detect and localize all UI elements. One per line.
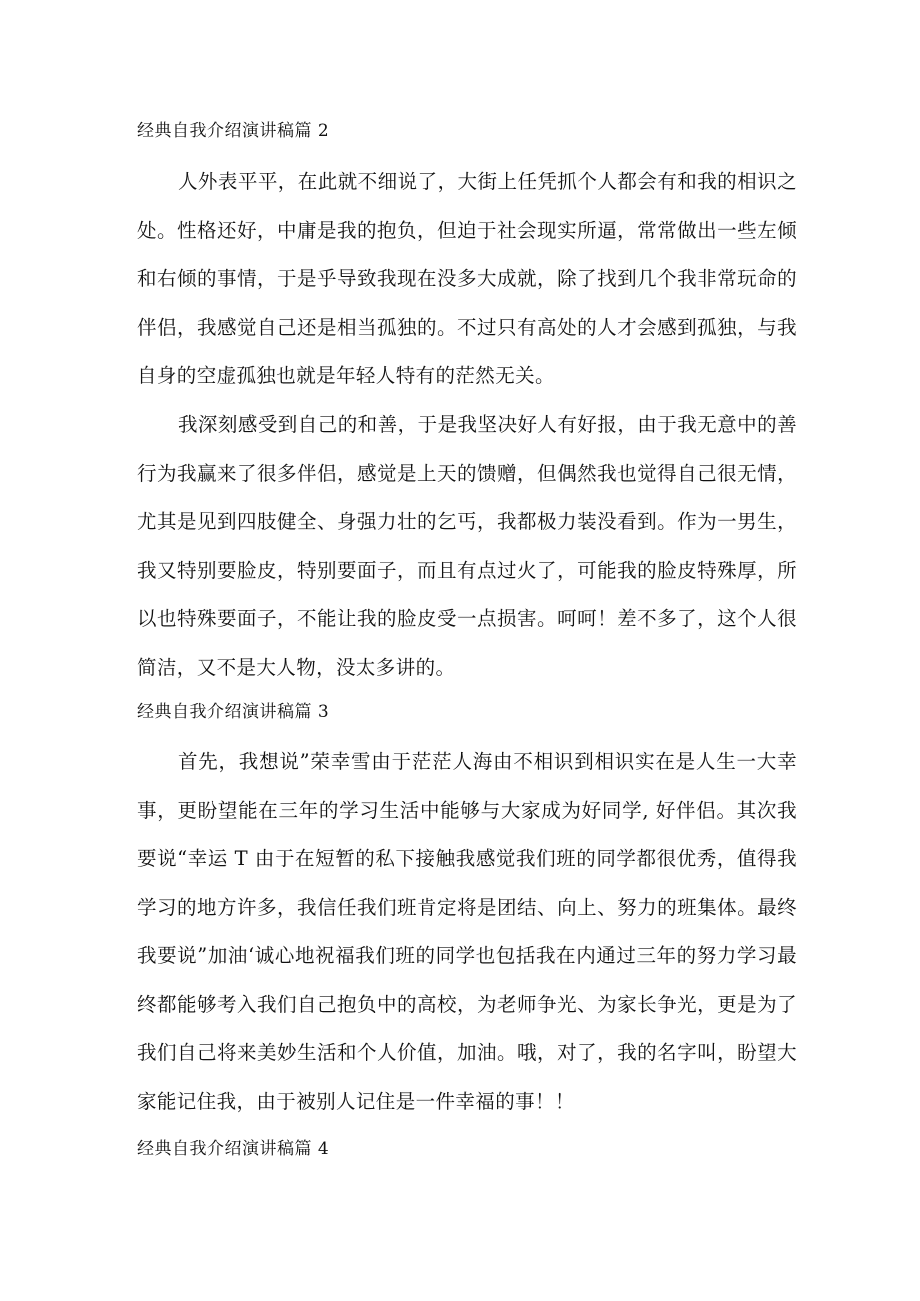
section-2-paragraph-1: 人外表平平，在此就不细说了，大街上任凭抓个人都会有和我的相识之处。性格还好，中庸是我的抱负，但迫于社会现实所逼，常常做出一些左倾和右倾的事情，于是乎导致我现在没多大成就，除了找到几个我非常玩命的伴侣，我感觉自己还是相当孤独的。不过只有高处的人才会感到孤独，与我自身的空虚孤独也就是年轻人特有的茫然无关。 — [137, 170, 797, 387]
section-heading-4: 经典自我介绍演讲稿篇 4 — [137, 1139, 330, 1159]
section-2-paragraph-2: 我深刻感受到自己的和善，于是我坚决好人有好报，由于我无意中的善行为我赢来了很多伴侣，感觉是上天的馈赠，但偶然我也觉得自己很无情，尤其是见到四肢健全、身强力壮的乞丐，我都极力装没看到。作为一男生，我又特别要脸皮，特别要面子，而且有点过火了，可能我的脸皮特殊厚，所以也特殊要面子，不能让我的脸皮受一点损害。呵呵！差不多了，这个人很简洁，又不是大人物，没太多讲的。 — [137, 413, 797, 679]
section-heading-3: 经典自我介绍演讲稿篇 3 — [137, 702, 330, 722]
section-heading-2: 经典自我介绍演讲稿篇 2 — [137, 121, 330, 141]
section-3-paragraph-1: 首先，我想说”荣幸雪由于茫茫人海由不相识到相识实在是人生一大幸事，更盼望能在三年的学习生活中能够与大家成为好同学, 好伴侣。其次我要说“幸运 T 由于在短暂的私下接触我感觉我们班的同学都很优秀，值得我学习的地方许多，我信任我们班肯定将是团结、向上、努力的班集体。最终我要说”加油‘诚心地祝福我们班的同学也包括我在内通过三年的努力学习最终都能够考入我们自己抱负中的高校，为老师争光、为家长争光，更是为了我们自己将来美妙生活和个人价值，加油。哦，对了，我的名字叫，盼望大家能记住我，由于被别人记住是一件幸福的事！！ — [137, 750, 797, 1113]
